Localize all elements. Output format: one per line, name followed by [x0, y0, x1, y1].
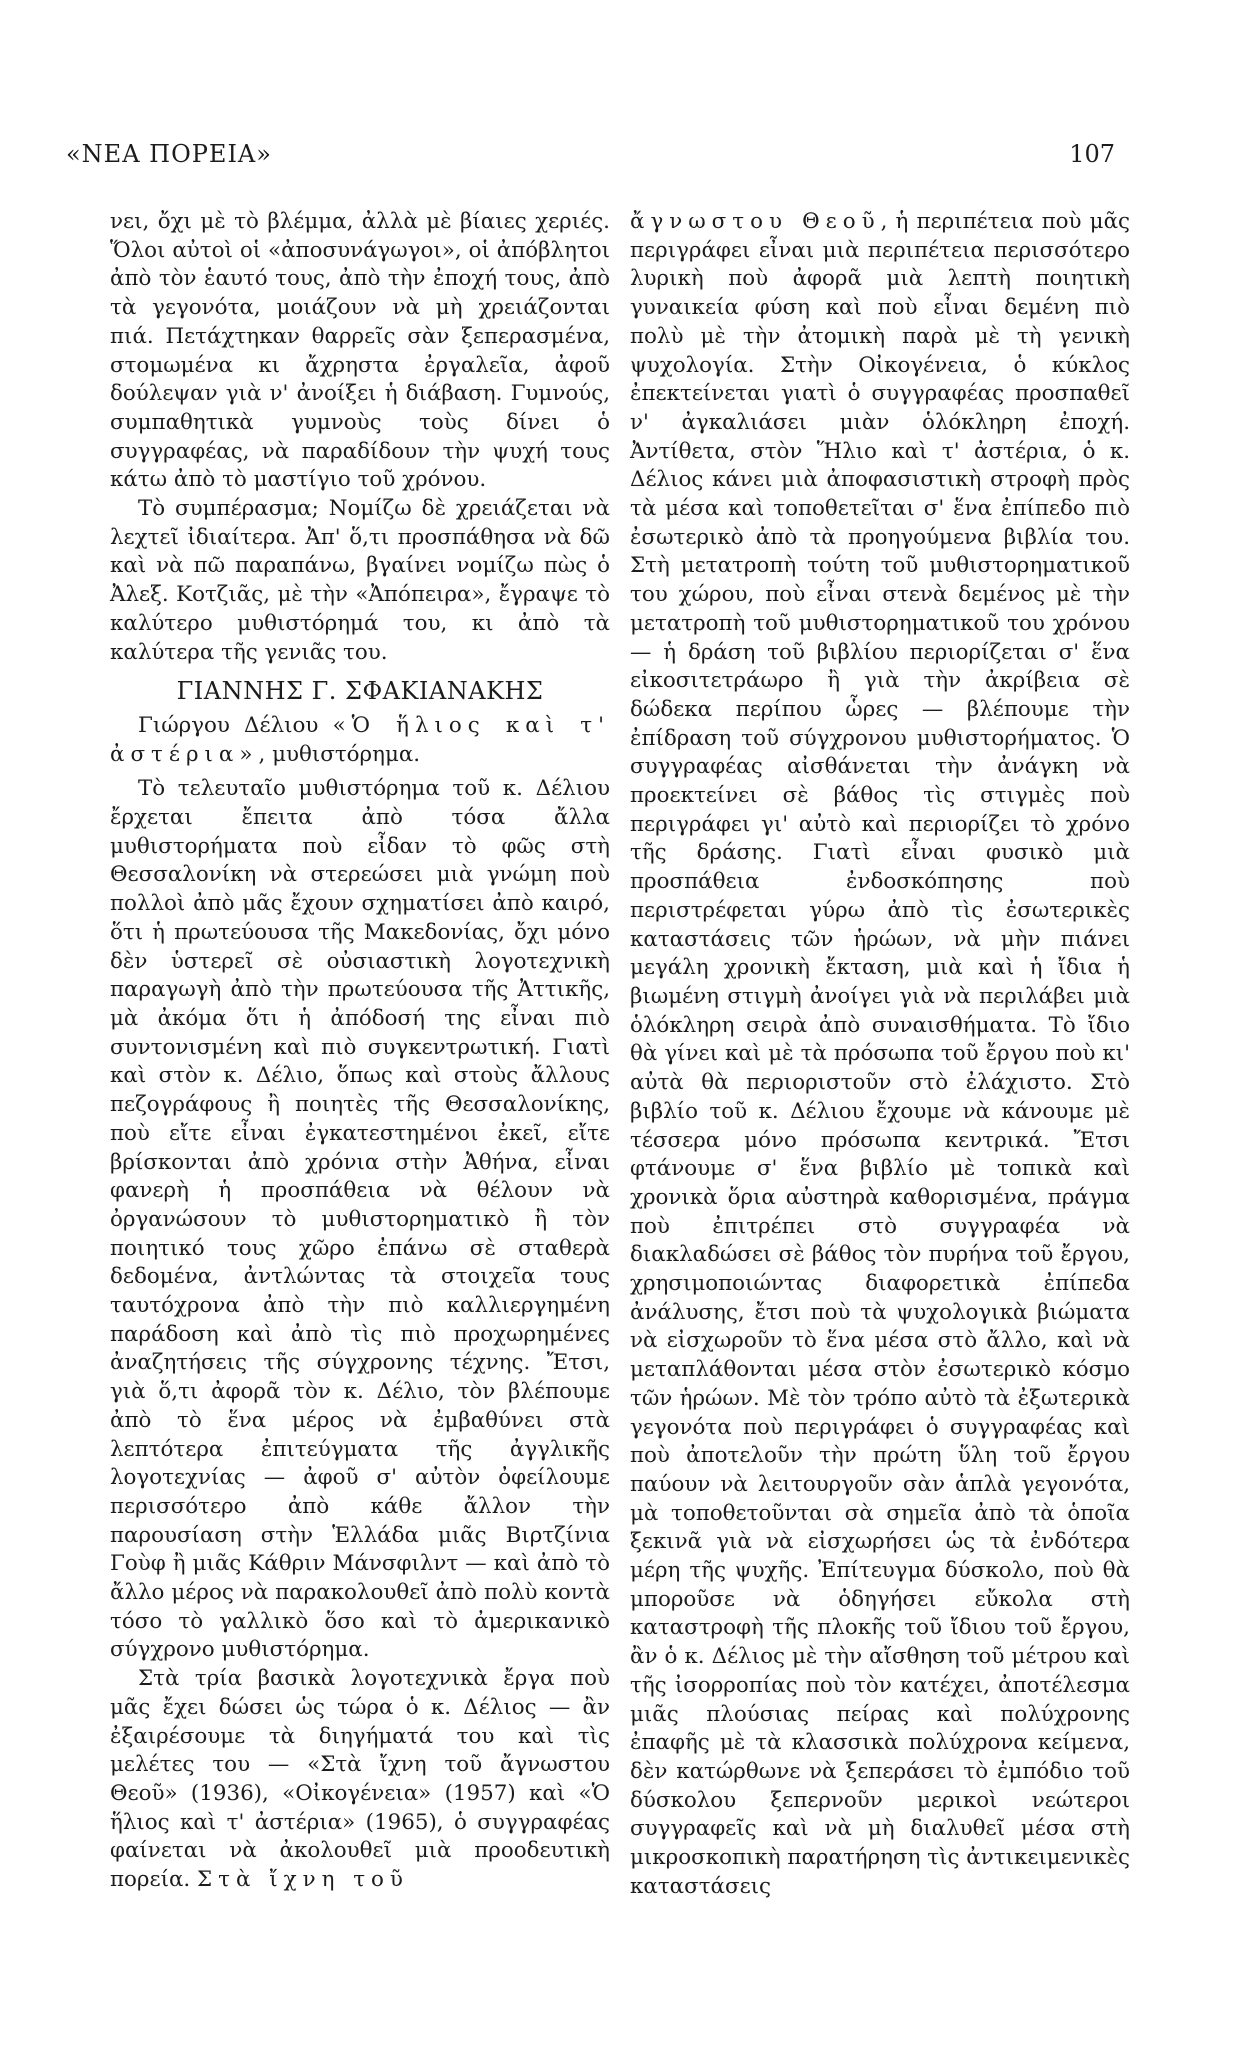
paragraph: νει, ὄχι μὲ τὸ βλέμμα, ἀλλὰ μὲ βίαιες χεριές. Ὅλοι αὐτοὶ οἱ «ἀποσυνάγωγοι», οἱ ἀπόβλητοι ἀπὸ τὸν ἑαυτό τους, ἀπὸ τὴν ἐποχή τους, ἀπὸ τὰ γεγονότα, μοιάζουν νὰ μὴ χρειάζονται πιά. Πετάχτηκαν θαρρεῖς σὰν ξεπερασμένα, στομωμένα κι ἄχρηστα ἐργαλεῖα, ἀφοῦ δούλεψαν γιὰ ν' ἀνοίξει ἡ διάβαση. Γυμνούς, συμπαθητικὰ γυμνοὺς τοὺς δίνει ὁ συγγραφέας, νὰ παραδίδουν τὴν ψυχή τους κάτω ἀπὸ τὸ μαστίγιο τοῦ χρόνου. [110, 209, 610, 493]
spaced-title: Στὰ ἴχνη τοῦ [197, 1867, 409, 1893]
review-heading [110, 712, 610, 769]
review-author: Γιώργου Δέλιου [138, 712, 319, 738]
review-genre: , μυθιστόρημα. [258, 741, 421, 767]
author-byline: ΓΙΑΝΝΗΣ Γ. ΣΦΑΚΙΑΝΑΚΗΣ [176, 677, 544, 706]
page-number: 107 [1069, 140, 1115, 168]
paragraph-text: Στὰ τρία βασικὰ λογοτεχνικὰ ἔργα ποὺ μᾶς ἔχει δώσει ὡς τώρα ὁ κ. Δέλιος — ἂν ἐξαιρέσουμε τὰ διηγήματά του καὶ τὶς μελέτες του — «Στὰ ἴχνη τοῦ ἄγνωστου Θεοῦ» (1936), «Οἰκογένεια» (1957) καὶ «Ὁ ἥλιος καὶ τ' ἀστέρια» (1965), ὁ συγγραφέας φαίνεται νὰ ἀκολουθεῖ μιὰ προοδευτικὴ πορεία. [110, 1666, 610, 1893]
journal-title: «ΝΕΑ ΠΟΡΕΙΑ» [66, 140, 272, 168]
review-title: «Ὁ ἥλιος καὶ τ' ἀστέρια» [110, 712, 610, 767]
paragraph [110, 1665, 610, 1895]
paragraph: Τὸ τελευταῖο μυθιστόρημα τοῦ κ. Δέλιου ἔρχεται ἔπειτα ἀπὸ τόσα ἄλλα μυθιστορήματα ποὺ εἶδαν τὸ φῶς στὴ Θεσσαλονίκη νὰ στερεώσει μιὰ γνώμη ποὺ πολλοὶ ἀπὸ μᾶς ἔχουν σχηματίσει ἀπὸ καιρό, ὅτι ἡ πρωτεύουσα τῆς Μακεδονίας, ὄχι μόνο δὲν ὑστερεῖ σὲ οὐσιαστικὴ λογοτεχνικὴ παραγωγὴ ἀπὸ τὴν πρωτεύουσα τῆς Ἀττικῆς, μὰ ἀκόμα ὅτι ἡ ἀπόδοσή της εἶναι πιὸ συντονισμένη καὶ πιὸ συγκεντρωτική. Γιατὶ καὶ στὸν κ. Δέλιο, ὅπως καὶ στοὺς ἄλλους πεζογράφους ἢ ποιητὲς τῆς Θεσσαλονίκης, ποὺ εἴτε εἶναι ἐγκατεστημένοι ἐκεῖ, εἴτε βρίσκονται ἀπὸ χρόνια στὴν Ἀθήνα, εἶναι φανερὴ ἡ προσπάθεια νὰ θέλουν νὰ ὀργανώσουν τὸ μυθιστορηματικὸ ἢ τὸν ποιητικό τους χῶρο ἐπάνω σὲ σταθερὰ δεδομένα, ἀντλώντας τὰ στοιχεῖα τους ταυτόχρονα ἀπὸ τὴν πιὸ καλλιεργημένη παράδοση καὶ ἀπὸ τὶς πιὸ προχωρημένες ἀναζητήσεις τῆς σύγχρονης τέχνης. Ἔτσι, γιὰ ὅ,τι ἀφορᾶ τὸν κ. Δέλιο, τὸν βλέπουμε ἀπὸ τὸ ἕνα μέρος νὰ ἐμβαθύνει στὰ λεπτότερα ἐπιτεύγματα τῆς ἀγγλικῆς λογοτεχνίας — ἀφοῦ σ' αὐτὸν ὀφείλουμε περισσότερο ἀπὸ κάθε ἄλλον τὴν παρουσίαση στὴν Ἑλλάδα μιᾶς Βιρτζίνια Γοὺφ ἢ μιᾶς Κάθριν Μάνσφιλντ — καὶ ἀπὸ τὸ ἄλλο μέρος νὰ παρακολουθεῖ ἀπὸ πολὺ κοντὰ τόσο τὸ γαλλικὸ ὅσο καὶ τὸ ἀμερικανικὸ σύγχρονο μυθιστόρημα. [110, 776, 610, 1663]
paragraph: Τὸ συμπέρασμα; Νομίζω δὲ χρειάζεται νὰ λεχτεῖ ἰδιαίτερα. Ἀπ' ὅ,τι προσπάθησα νὰ δῶ καὶ νὰ πῶ παραπάνω, βγαίνει νομίζω πὼς ὁ Ἀλεξ. Κοτζιᾶς, μὲ τὴν «Ἀπόπειρα», ἔγραψε τὸ καλύτερο μυθιστόρημά του, κι ἀπὸ τὰ καλύτερα τῆς γενιᾶς του. [110, 496, 610, 665]
spaced-title: ἄγνωστου Θεοῦ [630, 209, 881, 234]
page-header [66, 140, 1115, 180]
right-column [630, 208, 1130, 1901]
left-column [110, 208, 610, 1895]
paragraph [630, 208, 1130, 1901]
paragraph-text: , ἡ περιπέτεια ποὺ μᾶς περιγράφει εἶναι μιὰ περιπέτεια περισσότερο λυρικὴ ποὺ ἀφορᾶ μιὰ λεπτὴ ποιητικὴ γυναικεία φύση καὶ ποὺ εἶναι δεμένη πιὸ πολὺ μὲ τὴν ἀτομικὴ παρὰ μὲ τὴ γενικὴ ψυχολογία. Στὴν Οἰκογένεια, ὁ κύκλος ἐπεκτείνεται γιατὶ ὁ συγγραφέας προσπαθεῖ ν' ἀγκαλιάσει μιὰν ὁλόκληρη ἐποχή. Ἀντίθετα, στὸν Ἥλιο καὶ τ' ἀστέρια, ὁ κ. Δέλιος κάνει μιὰ ἀποφασιστικὴ στροφὴ πρὸς τὰ μέσα καὶ τοποθετεῖται σ' ἕνα ἐπίπεδο πιὸ ἐσωτερικὸ ἀπὸ τὰ προηγούμενα βιβλία του. Στὴ μετατροπὴ τούτη τοῦ μυθιστορηματικοῦ του χώρου, ποὺ εἶναι στενὰ δεμένος μὲ τὴν μετατροπὴ τοῦ μυθιστορηματικοῦ του χρόνου — ἡ δράση τοῦ βιβλίου περιορίζεται σ' ἕνα εἰκοσιτετράωρο ἢ γιὰ τὴν ἀκρίβεια σὲ δώδεκα περίπου ὧρες — βλέπουμε τὴν ἐπίδραση τοῦ σύγχρονου μυθιστορήματος. Ὁ συγγραφέας αἰσθάνεται τὴν ἀνάγκη νὰ προεκτείνει σὲ βάθος τὶς στιγμὲς ποὺ περιγράφει γι' αὐτὸ καὶ περιορίζει τὸ χρόνο τῆς δράσης. Γιατὶ εἶναι φυσικὸ μιὰ προσπάθεια ἐνδοσκόπησης ποὺ περιστρέφεται γύρω ἀπὸ τὶς ἐσωτερικὲς καταστάσεις τῶν ἡρώων, νὰ μὴν πιάνει μεγάλη χρονικὴ ἔκταση, μιὰ καὶ ἡ ἴδια ἡ βιωμένη στιγμὴ ἀνοίγει γιὰ νὰ περιλάβει μιὰ ὁλόκληρη σειρὰ ἀπὸ συναισθήματα. Τὸ ἴδιο θὰ γίνει καὶ μὲ τὰ πρόσωπα τοῦ ἔργου ποὺ κι' αὐτὰ θὰ περιοριστοῦν στὸ ἐλάχιστο. Στὸ βιβλίο τοῦ κ. Δέλιου ἔχουμε νὰ κάνουμε μὲ τέσσερα μόνο πρόσωπα κεντρικά. Ἔτσι φτάνουμε σ' ἕνα βιβλίο μὲ τοπικὰ καὶ χρονικὰ ὅρια αὐστηρὰ καθορισμένα, πράγμα ποὺ ἐπιτρέπει στὸ συγγραφέα νὰ διακλαδώσει σὲ βάθος τὸν πυρήνα τοῦ ἔργου, χρησιμοποιώντας διαφορετικὰ ἐπίπεδα ἀνάλυσης, ἔτσι ποὺ τὰ ψυχολογικὰ βιώματα νὰ εἰσχωροῦν τὸ ἕνα μέσα στὸ ἄλλο, καὶ νὰ μεταπλάθονται μέσα στὸν ἐσωτερικὸ κόσμο τῶν ἡρώων. Μὲ τὸν τρόπο αὐτὸ τὰ ἐξωτερικὰ γεγονότα ποὺ περιγράφει ὁ συγγραφέας καὶ ποὺ ἀποτελοῦν τὴν πρώτη ὕλη τοῦ ἔργου παύουν νὰ λειτουργοῦν σὰν ἁπλὰ γεγονότα, μὰ τοποθετοῦνται σὰ σημεῖα ἀπὸ τὰ ὁποῖα ξεκινᾶ γιὰ νὰ εἰσχωρήσει ὡς τὰ ἐνδότερα μέρη τῆς ψυχῆς. Ἐπίτευγμα δύσκολο, ποὺ θὰ μποροῦσε νὰ ὁδηγήσει εὔκολα στὴ καταστροφὴ τῆς πλοκῆς τοῦ ἴδιου τοῦ ἔργου, ἂν ὁ κ. Δέλιος μὲ τὴν αἴσθηση τοῦ μέτρου καὶ τῆς ἰσορροπίας ποὺ τὸν κατέχει, ἀποτέλεσμα μιᾶς πλούσιας πείρας καὶ πολύχρονης ἐπαφῆς μὲ τὰ κλασσικὰ πολύχρονα κείμενα, δὲν κατώρθωνε νὰ ξεπεράσει τὸ ἐμπόδιο τοῦ δύσκολου ξεπερνοῦν μερικοὶ νεώτεροι συγγραφεῖς καὶ νὰ μὴ διαλυθεῖ μέσα στὴ μικροσκοπικὴ παρατήρηση τὶς ἀντικειμενικὲς καταστάσεις [630, 209, 1130, 1899]
